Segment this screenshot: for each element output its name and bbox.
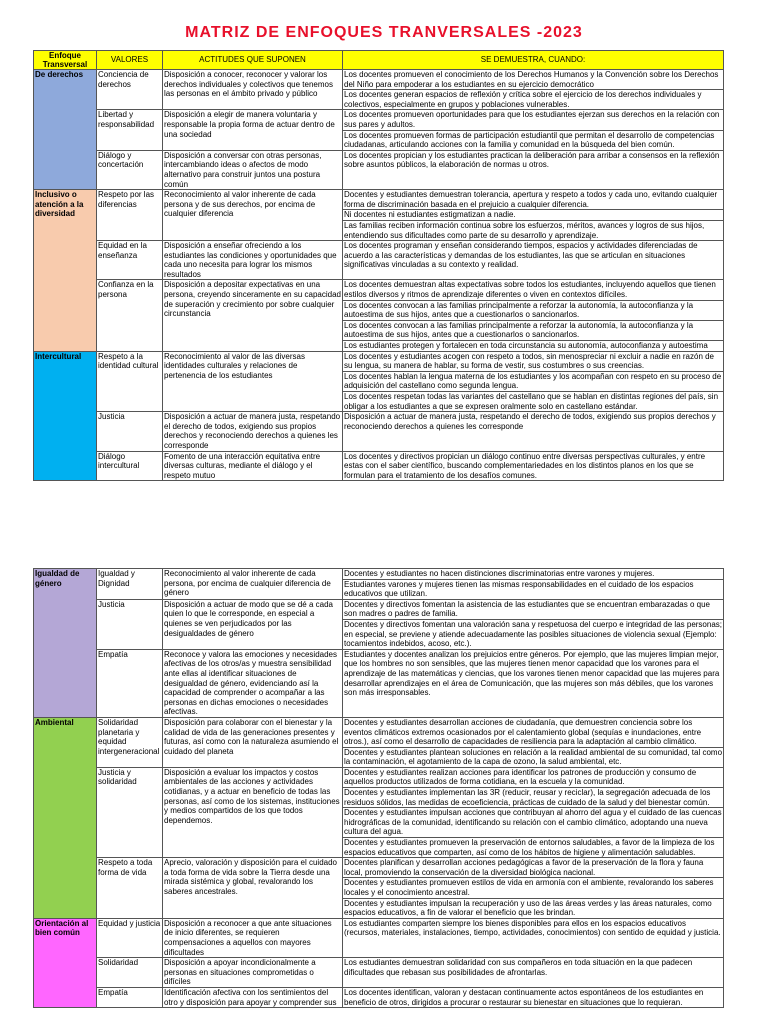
cuando-item: Docentes y estudiantes promueven la preservación de entornos saludables, a favor de la limpieza de los espacios educativos que comparten, así como de los hábitos de higiene y alimentación saludables. bbox=[344, 838, 715, 857]
valor-cell: Justicia bbox=[97, 599, 163, 649]
valor-cell: Empatía bbox=[97, 987, 163, 1007]
actitud-cell: Disposición a conversar con otras personas, intercambiando ideas o afectos de modo alternativo para construir juntos una postura común bbox=[163, 150, 343, 189]
cuando-item: Docentes y estudiantes impulsan acciones que contribuyan al ahorro del agua y el cuidado de las cuencas hidrográficas de la comunidad, identificando su relación con el cambio climático, adoptando una nueva cultura del agua. bbox=[344, 808, 722, 837]
cuando-cell bbox=[343, 918, 724, 957]
valor-cell: Diálogo y concertación bbox=[97, 150, 163, 189]
header-valores: VALORES bbox=[97, 51, 163, 70]
table-header-row bbox=[34, 51, 724, 70]
actitud-cell: Disposición a depositar expectativas en una persona, creyendo sinceramente en su capacidad de superación y crecimiento por sobre cualquier circunstancia bbox=[163, 280, 343, 351]
cuando-item: Los docentes promueven oportunidades para que los estudiantes ejerzan sus derechos en la relación con sus pares y adultos. bbox=[343, 110, 723, 130]
cuando-item: Los docentes convocan a las familias principalmente a reforzar la autonomía, la autoconfianza y la autoestima de sus hijos, antes que a cuestionarlos o sancionarlos. bbox=[343, 301, 723, 321]
actitud-cell: Disposición a actuar de modo que se dé a cada quien lo que le corresponde, en especial a quienes se ven perjudicados por las desigualdades de género bbox=[163, 599, 343, 649]
header-enfoque: Enfoque Transversal bbox=[34, 51, 97, 70]
cuando-item: Los docentes y directivos propician un diálogo continuo entre diversas perspectivas culturales, y entre estas con el saber científico, buscando complementariedades en los distintos planos en los que se formulan para el tratamiento de los desafíos comunes. bbox=[344, 451, 706, 480]
actitud-cell: Reconoce y valora las emociones y necesidades afectivas de los otros/as y muestra sensibilidad ante ellas al identificar situaciones de desigualdad de género, evidenciando así la capacidad de comprender o acompañar a las personas en dichas emociones o necesidades afectivas. bbox=[163, 649, 343, 717]
cuando-item: Los docentes identifican, valoran y destacan continuamente actos espontáneos de los estudiantes en beneficio de otros, dirigidos a procurar o restaurar su bienestar en situaciones que lo requieran. bbox=[344, 987, 704, 1007]
cuando-cell bbox=[343, 451, 724, 481]
enfoques-table-2 bbox=[33, 568, 724, 1008]
cuando-cell bbox=[343, 858, 724, 919]
cuando-cell bbox=[343, 150, 724, 189]
cuando-item: Los docentes promueven el conocimiento de los Derechos Humanos y la Convención sobre los Derechos del Niño para empoderar a los estudiantes en su ejercicio democrático bbox=[343, 70, 723, 90]
cuando-cell bbox=[343, 70, 724, 110]
cuando-item: Los docentes y estudiantes acogen con respeto a todos, sin menospreciar ni excluir a nadie en razón de su lengua, su manera de hablar, su forma de vestir, sus costumbres o sus creencias. bbox=[343, 352, 723, 372]
table-row bbox=[34, 858, 724, 919]
cuando-item: Los docentes propician y los estudiantes practican la deliberación para arribar a consensos en la reflexión sobre asuntos públicos, la elaboración de normas u otros. bbox=[344, 150, 720, 170]
valor-cell: Igualdad y Dignidad bbox=[97, 569, 163, 600]
cuando-item: Los docentes generan espacios de reflexión y crítica sobre el ejercicio de los derechos individuales y colectivos, especialmente en grupos y poblaciones vulnerables. bbox=[344, 90, 702, 109]
cuando-item: Docentes y directivos fomentan una valoración sana y respetuosa del cuerpo e integridad de las personas; en especial, se previene y atiende adecuadamente las posibles situaciones de violencia sexual (Ejemplo: tocamientos indebidos, acoso, etc.). bbox=[344, 619, 723, 649]
valor-cell: Conciencia de derechos bbox=[97, 70, 163, 110]
actitud-cell: Disposición a actuar de manera justa, respetando el derecho de todos, exigiendo sus propios derechos y reconociendo derechos a quienes les corresponde bbox=[163, 412, 343, 451]
cuando-item: Disposición a actuar de manera justa, respetando el derecho de todos, exigiendo sus propios derechos y reconociendo derechos a quienes les corresponde bbox=[344, 412, 716, 431]
cuando-item: Docentes y estudiantes impulsan la recuperación y uso de las áreas verdes y las áreas naturales, como espacios educativos, a fin de valorar el beneficio que les brindan. bbox=[344, 898, 712, 918]
table-row bbox=[34, 280, 724, 351]
enfoque-cell-intercultural: Intercultural bbox=[34, 351, 97, 481]
valor-cell: Solidaridad planetaria y equidad intergeneracional bbox=[97, 717, 163, 767]
table-row bbox=[34, 987, 724, 1007]
valor-cell: Empatía bbox=[97, 649, 163, 717]
table-row bbox=[34, 918, 724, 957]
cuando-cell bbox=[343, 569, 724, 600]
enfoque-cell-igualdad-de-genero: Igualdad de género bbox=[34, 569, 97, 718]
enfoques-table-1 bbox=[33, 50, 724, 481]
cuando-item: Estudiantes y docentes analizan los prejuicios entre géneros. Por ejemplo, que las mujeres limpian mejor, que los hombres no son sensibles, que las mujeres tienen menor capacidad que los varones para el aprendizaje de las matemáticas y ciencias, que los varones tienen menor capacidad que las mujeres para desarrollar aprendizajes en el área de Comunicación, que las mujeres son más débiles, que los varones son más irresponsables. bbox=[344, 649, 720, 698]
cuando-item: Estudiantes varones y mujeres tienen las mismas responsabilidades en el cuidado de los espacios educativos que utilizan. bbox=[344, 579, 694, 599]
valor-cell: Solidaridad bbox=[97, 958, 163, 988]
table-row bbox=[34, 190, 724, 241]
cuando-cell bbox=[343, 987, 724, 1007]
header-demuestra: SE DEMUESTRA, CUANDO: bbox=[343, 51, 724, 70]
cuando-cell bbox=[343, 767, 724, 857]
table-body bbox=[34, 569, 724, 1008]
valor-cell: Justicia y solidaridad bbox=[97, 767, 163, 857]
cuando-cell bbox=[343, 412, 724, 451]
valor-cell: Justicia bbox=[97, 412, 163, 451]
cuando-cell bbox=[343, 241, 724, 280]
valor-cell: Equidad en la enseñanza bbox=[97, 241, 163, 280]
valor-cell: Libertad y responsabilidad bbox=[97, 110, 163, 150]
cuando-item: Docentes y estudiantes realizan acciones para identificar los patrones de producción y consumo de aquellos productos utilizados de forma cotidiana, en la escuela y la comunidad. bbox=[343, 768, 723, 788]
actitud-cell: Reconocimiento al valor inherente de cada persona y de sus derechos, por encima de cualquier diferencia bbox=[163, 190, 343, 241]
cuando-item: Docentes y estudiantes promueven estilos de vida en armonía con el ambiente, revalorando los saberes locales y el conocimiento ancestral. bbox=[343, 878, 723, 898]
valor-cell: Diálogo intercultural bbox=[97, 451, 163, 481]
cuando-item: Ni docentes ni estudiantes estigmatizan a nadie. bbox=[343, 210, 723, 221]
cuando-cell bbox=[343, 599, 724, 649]
cuando-item: Los docentes convocan a las familias principalmente a reforzar la autonomía, la autoconfianza y la autoestima de sus hijos, antes que a cuestionarlos o sancionarlos. bbox=[343, 321, 723, 341]
table-row bbox=[34, 351, 724, 412]
table-row bbox=[34, 569, 724, 600]
table-row bbox=[34, 958, 724, 988]
header-actitudes: ACTITUDES QUE SUPONEN bbox=[163, 51, 343, 70]
table-row bbox=[34, 241, 724, 280]
cuando-item: Los docentes hablan la lengua materna de los estudiantes y los acompañan con respeto en su proceso de adquisición del castellano como segunda lengua. bbox=[344, 371, 722, 391]
actitud-cell: Disposición a conocer, reconocer y valorar los derechos individuales y colectivos que tenemos las personas en el ámbito privado y público bbox=[163, 70, 343, 110]
actitud-cell: Disposición a reconocer a que ante situaciones de inicio diferentes, se requieren compensaciones a aquellos con mayores dificultades bbox=[163, 918, 343, 957]
enfoque-cell-de-derechos: De derechos bbox=[34, 70, 97, 190]
valor-cell: Respeto a la identidad cultural bbox=[97, 351, 163, 412]
table-row bbox=[34, 150, 724, 189]
cuando-item: Docentes y estudiantes desarrollan acciones de ciudadanía, que demuestren conciencia sobre los eventos climáticos extremos ocasionados por el calentamiento global (sequías e inundaciones, entre otros.), así como el desarrollo de capacidades de resiliencia para la adaptación al cambio climático. bbox=[343, 718, 723, 748]
cuando-cell bbox=[343, 717, 724, 767]
actitud-cell: Reconocimiento al valor de las diversas identidades culturales y relaciones de pertenencia de los estudiantes bbox=[163, 351, 343, 412]
valor-cell: Respeto a toda forma de vida bbox=[97, 858, 163, 919]
cuando-cell bbox=[343, 958, 724, 988]
valor-cell: Confianza en la persona bbox=[97, 280, 163, 351]
cuando-item: Docentes y estudiantes demuestran tolerancia, apertura y respeto a todos y cada uno, evitando cualquier forma de discriminación basada en el prejuicio a cualquier diferencia. bbox=[343, 190, 723, 210]
cuando-item: Los docentes demuestran altas expectativas sobre todos los estudiantes, incluyendo aquellos que tienen estilos diversos y ritmos de aprendizaje diferentes o viven en contextos difíciles. bbox=[343, 280, 723, 300]
table-row bbox=[34, 649, 724, 717]
actitud-cell: Disposición a evaluar los impactos y costos ambientales de las acciones y actividades cotidianas, y a actuar en beneficio de todas las personas, así como de los sistemas, instituciones y medios compartidos de los que todos dependemos. bbox=[163, 767, 343, 857]
cuando-item: Los docentes respetan todas las variantes del castellano que se hablan en distintas regiones del país, sin obligar a los estudiantes a que se expresen oralmente solo en castellano estándar. bbox=[344, 392, 719, 411]
table-body bbox=[34, 70, 724, 481]
table-row bbox=[34, 717, 724, 767]
valor-cell: Respeto por las diferencias bbox=[97, 190, 163, 241]
cuando-item: Los docentes programan y enseñan considerando tiempos, espacios y actividades diferenciadas de acuerdo a las características y demandas de los estudiantes, las que se articulan en situaciones significativas vinculadas a su contexto y realidad. bbox=[344, 241, 698, 270]
enfoque-cell-orientacion-al-bien-comun: Orientación al bien común bbox=[34, 918, 97, 1007]
table-row bbox=[34, 110, 724, 150]
cuando-item: Los docentes promueven formas de participación estudiantil que permitan el desarrollo de competencias ciudadanas, articulando acciones con la familia y comunidad en la búsqueda del bien común. bbox=[344, 130, 715, 150]
table-row bbox=[34, 599, 724, 649]
enfoque-cell-ambiental: Ambiental bbox=[34, 717, 97, 918]
cuando-cell bbox=[343, 190, 724, 241]
page-title: MATRIZ DE ENFOQUES TRANVERSALES -2023 bbox=[185, 24, 583, 41]
table-row bbox=[34, 767, 724, 857]
cuando-item: Docentes y estudiantes plantean soluciones en relación a la realidad ambiental de su comunidad, tal como la contaminación, el agotamiento de la capa de ozono, la salud ambiental, etc. bbox=[344, 747, 723, 767]
cuando-item: Docentes planifican y desarrollan acciones pedagógicas a favor de la preservación de la flora y fauna local, promoviendo la conservación de la diversidad biológica nacional. bbox=[343, 858, 723, 878]
actitud-cell: Disposición a elegir de manera voluntaria y responsable la propia forma de actuar dentro de una sociedad bbox=[163, 110, 343, 150]
table-row bbox=[34, 451, 724, 481]
cuando-item: Docentes y estudiantes no hacen distinciones discriminatorias entre varones y mujeres. bbox=[343, 569, 723, 580]
cuando-item: Los estudiantes demuestran solidaridad con sus compañeros en toda situación en la que padecen dificultades que rebasan sus posibilidades de afrontarlas. bbox=[344, 958, 693, 977]
table-row bbox=[34, 412, 724, 451]
actitud-cell: Disposición para colaborar con el bienestar y la calidad de vida de las generaciones presentes y futuras, así como con la naturaleza asumiendo el cuidado del planeta bbox=[163, 717, 343, 767]
cuando-cell bbox=[343, 351, 724, 412]
cuando-item: Los estudiantes protegen y fortalecen en toda circunstancia su autonomía, autoconfianza y autoestima bbox=[344, 341, 708, 351]
cuando-item: Las familias reciben información continua sobre los esfuerzos, méritos, avances y logros de sus hijos, entendiendo sus dificultades como parte de su desarrollo y aprendizaje. bbox=[344, 220, 705, 240]
actitud-cell: Disposición a enseñar ofreciendo a los estudiantes las condiciones y oportunidades que cada uno necesita para lograr los mismos resultados bbox=[163, 241, 343, 280]
cuando-cell bbox=[343, 649, 724, 717]
enfoque-cell-inclusivo-o-atencion-a-la-diversidad: Inclusivo o atención a la diversidad bbox=[34, 190, 97, 352]
valor-cell: Equidad y justicia bbox=[97, 918, 163, 957]
cuando-cell bbox=[343, 110, 724, 150]
cuando-item: Docentes y estudiantes implementan las 3R (reducir, reusar y reciclar), la segregación adecuada de los residuos sólidos, las medidas de ecoeficiencia, prácticas de cuidado de la salud y del bienestar común. bbox=[343, 788, 723, 808]
actitud-cell: Fomento de una interacción equitativa entre diversas culturas, mediante el diálogo y el respeto mutuo bbox=[163, 451, 343, 481]
actitud-cell: Reconocimiento al valor inherente de cada persona, por encima de cualquier diferencia de género bbox=[163, 569, 343, 600]
table-row bbox=[34, 70, 724, 110]
actitud-cell: Aprecio, valoración y disposición para el cuidado a toda forma de vida sobre la Tierra desde una mirada sistémica y global, revalorando los saberes ancestrales. bbox=[163, 858, 343, 919]
actitud-cell: Disposición a apoyar incondicionalmente a personas en situaciones comprometidas o difíciles bbox=[163, 958, 343, 988]
cuando-item: Los estudiantes comparten siempre los bienes disponibles para ellos en los espacios educativos (recursos, materiales, instalaciones, tiempo, actividades, conocimientos) con sentido de equidad y justicia. bbox=[344, 918, 721, 938]
actitud-cell: Identificación afectiva con los sentimientos del otro y disposición para apoyar y comprender sus bbox=[163, 987, 343, 1007]
cuando-item: Docentes y directivos fomentan la asistencia de las estudiantes que se encuentran embarazadas o que son madres o padres de familia. bbox=[343, 600, 723, 620]
cuando-cell bbox=[343, 280, 724, 351]
